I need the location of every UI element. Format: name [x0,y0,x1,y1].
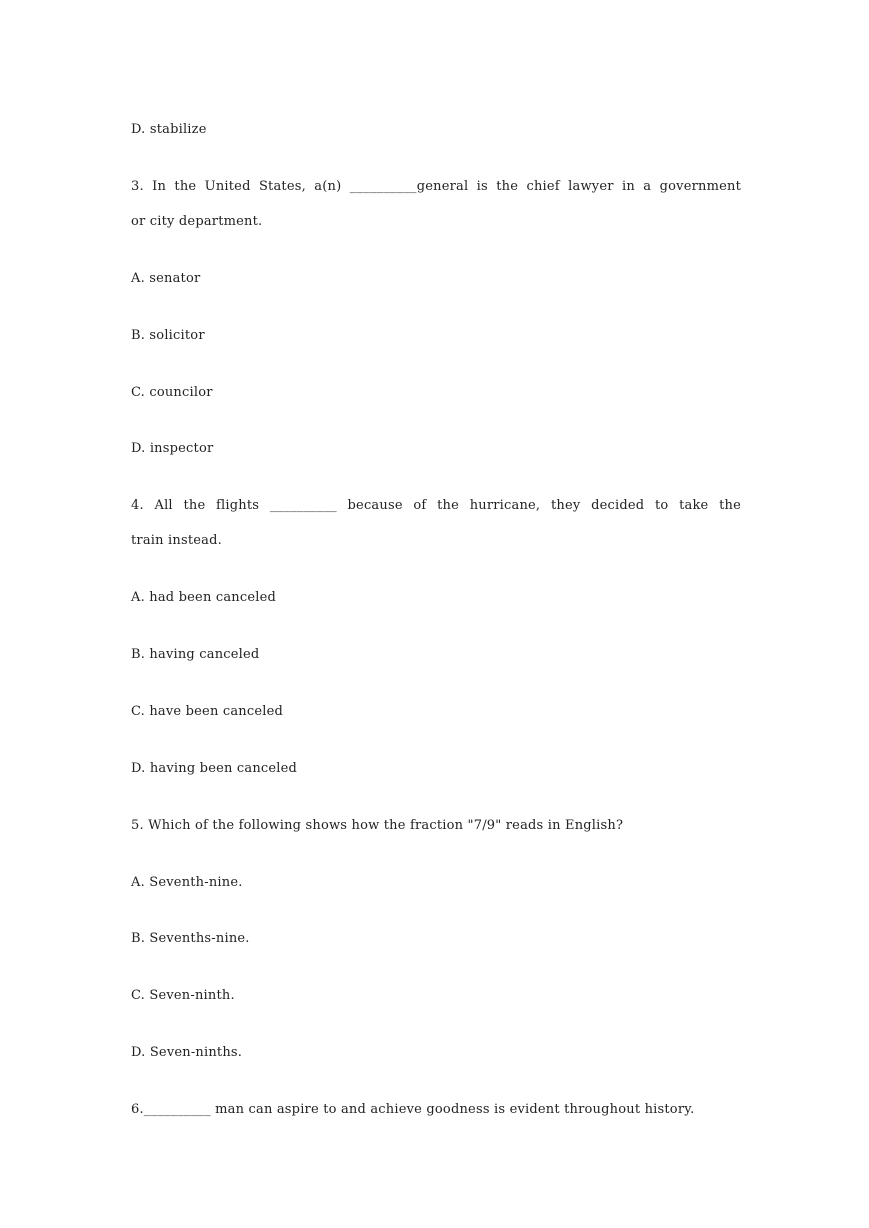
option-3b: B. solicitor [131,328,205,343]
option-2d: D. stabilize [131,122,207,137]
option-5c: C. Seven-ninth. [131,988,235,1003]
option-5a: A. Seventh-nine. [131,875,243,890]
option-4d: D. having been canceled [131,761,298,776]
question-3-line-1: 3. In the United States, a(n) __________general is the chief lawyer in a government [131,179,741,194]
question-3-line-2: or city department. [131,214,263,229]
option-4a: A. had been canceled [131,590,276,605]
question-5: 5. Which of the following shows how the fraction "7/9" reads in English? [131,818,624,833]
question-4-line-1: 4. All the flights __________ because of the hurricane, they decided to take the [131,498,741,513]
option-5d: D. Seven-ninths. [131,1045,243,1060]
option-3a: A. senator [131,271,201,286]
option-5b: B. Sevenths-nine. [131,931,250,946]
option-3d: D. inspector [131,441,214,456]
question-4-line-2: train instead. [131,533,222,548]
option-3c: C. councilor [131,385,213,400]
question-6: 6.__________ man can aspire to and achieve goodness is evident throughout history. [131,1102,695,1117]
option-4c: C. have been canceled [131,704,284,719]
option-4b: B. having canceled [131,647,260,662]
